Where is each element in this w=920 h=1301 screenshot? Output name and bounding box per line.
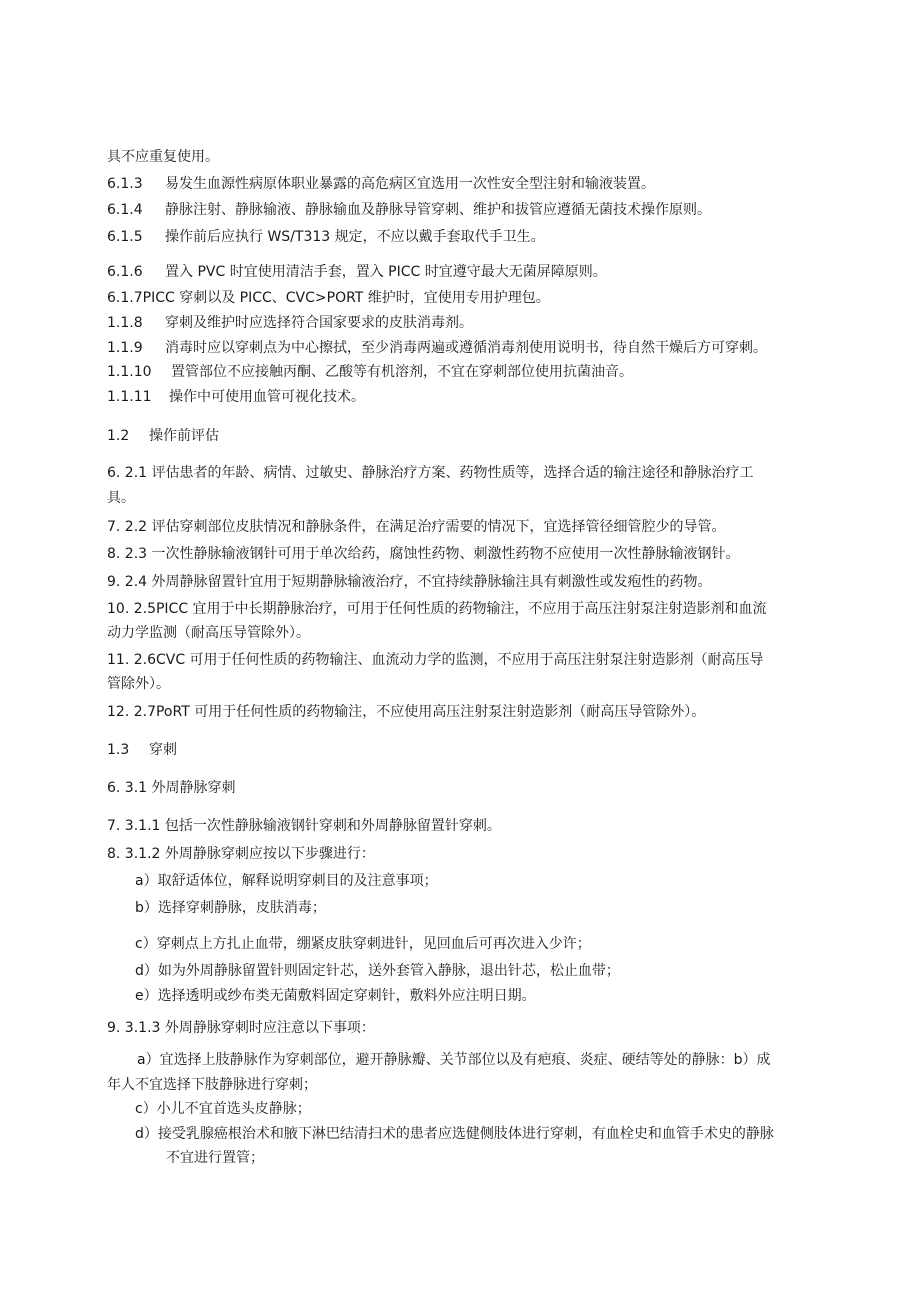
note-item-a: a）宜选择上肢静脉作为穿刺部位，避开静脉瓣、关节部位以及有疤痕、炎症、硬结等处的静脉：b）成 bbox=[137, 1052, 771, 1068]
list-item: 9. 3.1.3 外周静脉穿刺时应注意以下事项： bbox=[107, 1020, 375, 1036]
clause-6-1-3 bbox=[107, 174, 655, 194]
list-item: 8. 2.3 一次性静脉输液钢针可用于单次给药，腐蚀性药物、刺激性药物不应使用一次性静脉输液钢针。 bbox=[107, 546, 740, 562]
clause-number: 1.1.10 bbox=[107, 364, 152, 380]
list-item-continuation: 动力学监测（耐高压导管除外）。 bbox=[107, 625, 310, 641]
clause-6-1-4 bbox=[107, 200, 711, 220]
list-item: 7. 2.2 评估穿刺部位皮肤情况和静脉条件，在满足治疗需要的情况下，宜选择管径细管腔少的导管。 bbox=[107, 519, 726, 535]
list-item: 6. 2.1 评估患者的年龄、病情、过敏史、静脉治疗方案、药物性质等，选择合适的输注途径和静脉治疗工 bbox=[107, 465, 754, 481]
step-item-a: a）取舒适体位，解释说明穿刺目的及注意事项； bbox=[135, 873, 438, 889]
section-heading-1-3 bbox=[107, 740, 177, 760]
section-title: 操作前评估 bbox=[149, 428, 219, 444]
clause-text: 置管部位不应接触丙酮、乙酸等有机溶剂，不宜在穿刺部位使用抗菌油音。 bbox=[171, 364, 633, 380]
clause-1-1-9 bbox=[107, 338, 767, 358]
clause-text: 穿刺及维护时应选择符合国家要求的皮肤消毒剂。 bbox=[165, 315, 473, 331]
list-item-continuation: 具。 bbox=[107, 490, 135, 506]
clause-text: 静脉注射、静脉输液、静脉输血及静脉导管穿刺、维护和拔管应遵循无菌技术操作原则。 bbox=[165, 202, 711, 218]
step-item-c: c）穿刺点上方扎止血带，绷紧皮肤穿刺进针，见回血后可再次进入少许； bbox=[135, 936, 591, 952]
step-item-d: d）如为外周静脉留置针则固定针芯，送外套管入静脉，退出针芯，松止血带； bbox=[135, 963, 620, 979]
clause-number: 1.1.8 bbox=[107, 315, 143, 331]
clause-text: 置入 PVC 时宜使用清洁手套，置入 PICC 时宜遵守最大无菌屏障原则。 bbox=[165, 264, 607, 280]
clause-1-1-11 bbox=[107, 387, 365, 407]
note-item-d: d）接受乳腺癌根治术和腋下淋巴结清扫术的患者应选健侧肢体进行穿刺，有血栓史和血管手术史的静脉 bbox=[135, 1126, 774, 1142]
step-item-e: e）选择透明或纱布类无菌敷料固定穿刺针，敷料外应注明日期。 bbox=[135, 988, 536, 1004]
clause-text: 消毒时应以穿刺点为中心擦拭，至少消毒两遍或遵循消毒剂使用说明书，待自然干燥后方可穿刺。 bbox=[165, 340, 767, 356]
list-item: 7. 3.1.1 包括一次性静脉输液钢针穿刺和外周静脉留置针穿刺。 bbox=[107, 818, 501, 834]
clause-number: 6.1.4 bbox=[107, 202, 143, 218]
clause-number: 6.1.3 bbox=[107, 176, 143, 192]
text-line: 具不应重复使用。 bbox=[107, 149, 219, 165]
clause-text: 操作前后应执行 WS/T313 规定，不应以戴手套取代手卫生。 bbox=[165, 229, 545, 245]
clause-number: 6.1.6 bbox=[107, 264, 143, 280]
clause-text: 易发生血源性病原体职业暴露的高危病区宜选用一次性安全型注射和输液装置。 bbox=[165, 176, 655, 192]
clause-number: 1.1.9 bbox=[107, 340, 143, 356]
clause-6-1-7: 6.1.7PICC 穿刺以及 PICC、CVC>PORT 维护时，宜使用专用护理包。 bbox=[107, 290, 550, 306]
list-item: 8. 3.1.2 外周静脉穿刺应按以下步骤进行： bbox=[107, 846, 375, 862]
section-number: 1.2 bbox=[107, 428, 130, 444]
clause-1-1-8 bbox=[107, 313, 473, 333]
clause-number: 6.1.5 bbox=[107, 229, 143, 245]
section-number: 1.3 bbox=[107, 742, 130, 758]
clause-6-1-5 bbox=[107, 227, 545, 247]
list-item-continuation: 管除外）。 bbox=[107, 676, 170, 692]
list-item: 9. 2.4 外周静脉留置针宜用于短期静脉输液治疗，不宜持续静脉输注具有刺激性或发疱性的药物。 bbox=[107, 574, 712, 590]
note-item-a-continuation: 年人不宜选择下肢静脉进行穿刺； bbox=[107, 1077, 317, 1093]
section-title: 穿刺 bbox=[149, 742, 177, 758]
note-item-d-continuation: 不宜进行置管； bbox=[166, 1150, 264, 1166]
clause-text: 操作中可使用血管可视化技术。 bbox=[169, 389, 365, 405]
clause-number: 1.1.11 bbox=[107, 389, 152, 405]
list-item: 10. 2.5PICC 宜用于中长期静脉治疗，可用于任何性质的药物输注，不应用于高压注射泵注射造影剂和血流 bbox=[107, 601, 767, 617]
clause-1-1-10 bbox=[107, 362, 633, 382]
note-item-c: c）小儿不宜首选头皮静脉； bbox=[135, 1101, 311, 1117]
list-item: 12. 2.7PoRT 可用于任何性质的药物输注，不应使用高压注射泵注射造影剂（耐高压导管除外）。 bbox=[107, 704, 706, 720]
step-item-b: b）选择穿刺静脉，皮肤消毒； bbox=[135, 900, 326, 916]
section-heading-1-2 bbox=[107, 426, 219, 446]
clause-6-1-6 bbox=[107, 262, 607, 282]
list-item: 6. 3.1 外周静脉穿刺 bbox=[107, 780, 236, 796]
list-item: 11. 2.6CVC 可用于任何性质的药物输注、血流动力学的监测，不应用于高压注射泵注射造影剂（耐高压导 bbox=[107, 652, 764, 668]
